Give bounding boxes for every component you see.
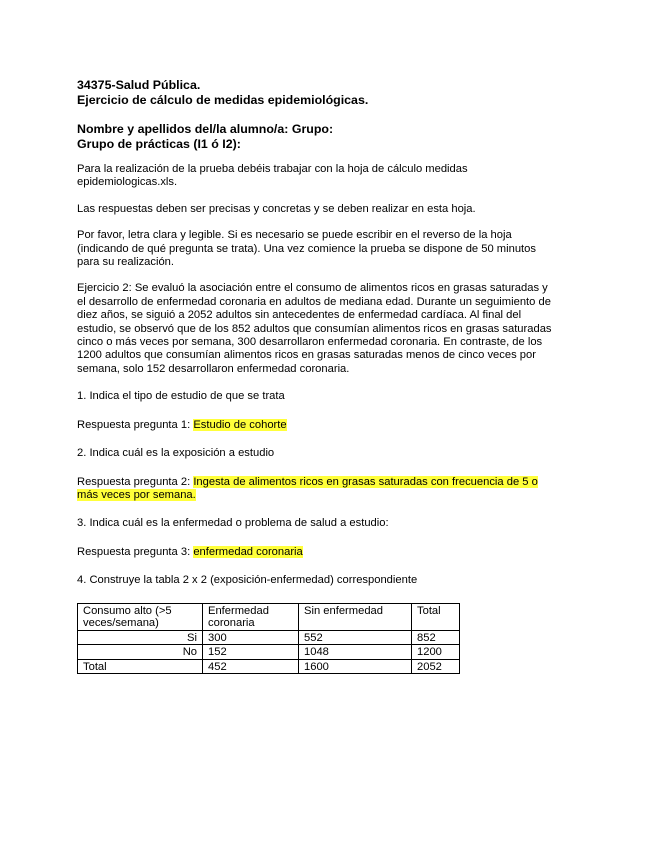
table-cell: 2052 (412, 659, 460, 674)
document-page (77, 78, 577, 674)
answer-2-text-line2: más veces por semana. (77, 488, 196, 501)
table-cell: 1048 (299, 645, 412, 660)
table-cell: 552 (299, 630, 412, 645)
student-name-line: Nombre y apellidos del/la alumno/a: Grupo: (77, 122, 334, 136)
table-header-row (78, 603, 460, 630)
answer-3 (77, 546, 577, 559)
intro-paragraph-1: Para la realización de la prueba debéis trabajar con la hoja de cálculo medidas epidemiologicas.xls. (77, 163, 468, 189)
table-row (78, 645, 460, 660)
table-row (78, 659, 460, 674)
table-cell: Si (78, 630, 203, 645)
table-cell: No (78, 645, 203, 660)
answer-2-label: Respuesta pregunta 2: (77, 475, 194, 488)
intro-paragraph-3: Por favor, letra clara y legible. Si es necesario se puede escribir en el reverso de la hoja (indicando de qué pregunta se trata). Una vez comience la prueba se dispone de 50 minutos para su realización. (77, 229, 536, 269)
question-2: 2. Indica cuál es la exposición a estudio (77, 447, 275, 460)
answer-2 (77, 476, 577, 503)
table-cell: 852 (412, 630, 460, 645)
practice-group-line: Grupo de prácticas (I1 ó I2): (77, 137, 241, 151)
table-cell: 1600 (299, 659, 412, 674)
table-header-cell: Total (412, 603, 460, 630)
course-title: 34375-Salud Pública. (77, 78, 201, 92)
table-cell: 152 (203, 645, 299, 660)
contingency-table (77, 603, 460, 675)
intro-paragraph-2: Las respuestas deben ser precisas y concretas y se deben realizar en esta hoja. (77, 202, 476, 215)
table-header-cell: Consumo alto (>5 veces/semana) (78, 603, 203, 630)
answer-1-text: Estudio de cohorte (193, 418, 287, 431)
answer-3-text: enfermedad coronaria (193, 545, 303, 558)
question-1: 1. Indica el tipo de estudio de que se trata (77, 390, 285, 403)
table-cell: 1200 (412, 645, 460, 660)
question-4: 4. Construye la tabla 2 x 2 (exposición-enfermedad) correspondiente (77, 574, 418, 587)
answer-1-label: Respuesta pregunta 1: (77, 418, 194, 431)
table-header-cell: Enfermedad coronaria (203, 603, 299, 630)
exercise-title: Ejercicio de cálculo de medidas epidemiológicas. (77, 93, 369, 107)
answer-3-label: Respuesta pregunta 3: (77, 545, 194, 558)
answer-2-text-line1: Ingesta de alimentos ricos en grasas saturadas con frecuencia de 5 o (193, 475, 538, 488)
exercise-statement: Ejercicio 2: Se evaluó la asociación entre el consumo de alimentos ricos en grasas saturadas y el desarrollo de enfermedad coronaria en adultos de mediana edad. Durante un seguimiento de diez años, se siguió a 2052 adultos sin antecedentes de enfermedad cardíaca. Al final del estudio, se observó que de los 852 adultos que consumían alimentos ricos en grasas saturadas cinco o más veces por semana, 300 desarrollaron enfermedad coronaria. En contraste, de los 1200 adultos que consumían alimentos ricos en grasas saturadas menos de cinco veces por semana, solo 152 desarrollaron enfermedad coronaria. (77, 282, 552, 375)
table-cell: Total (78, 659, 203, 674)
table-header-cell: Sin enfermedad (299, 603, 412, 630)
answer-1 (77, 419, 577, 432)
table-row (78, 630, 460, 645)
table-cell: 452 (203, 659, 299, 674)
question-3: 3. Indica cuál es la enfermedad o problema de salud a estudio: (77, 517, 389, 530)
table-cell: 300 (203, 630, 299, 645)
